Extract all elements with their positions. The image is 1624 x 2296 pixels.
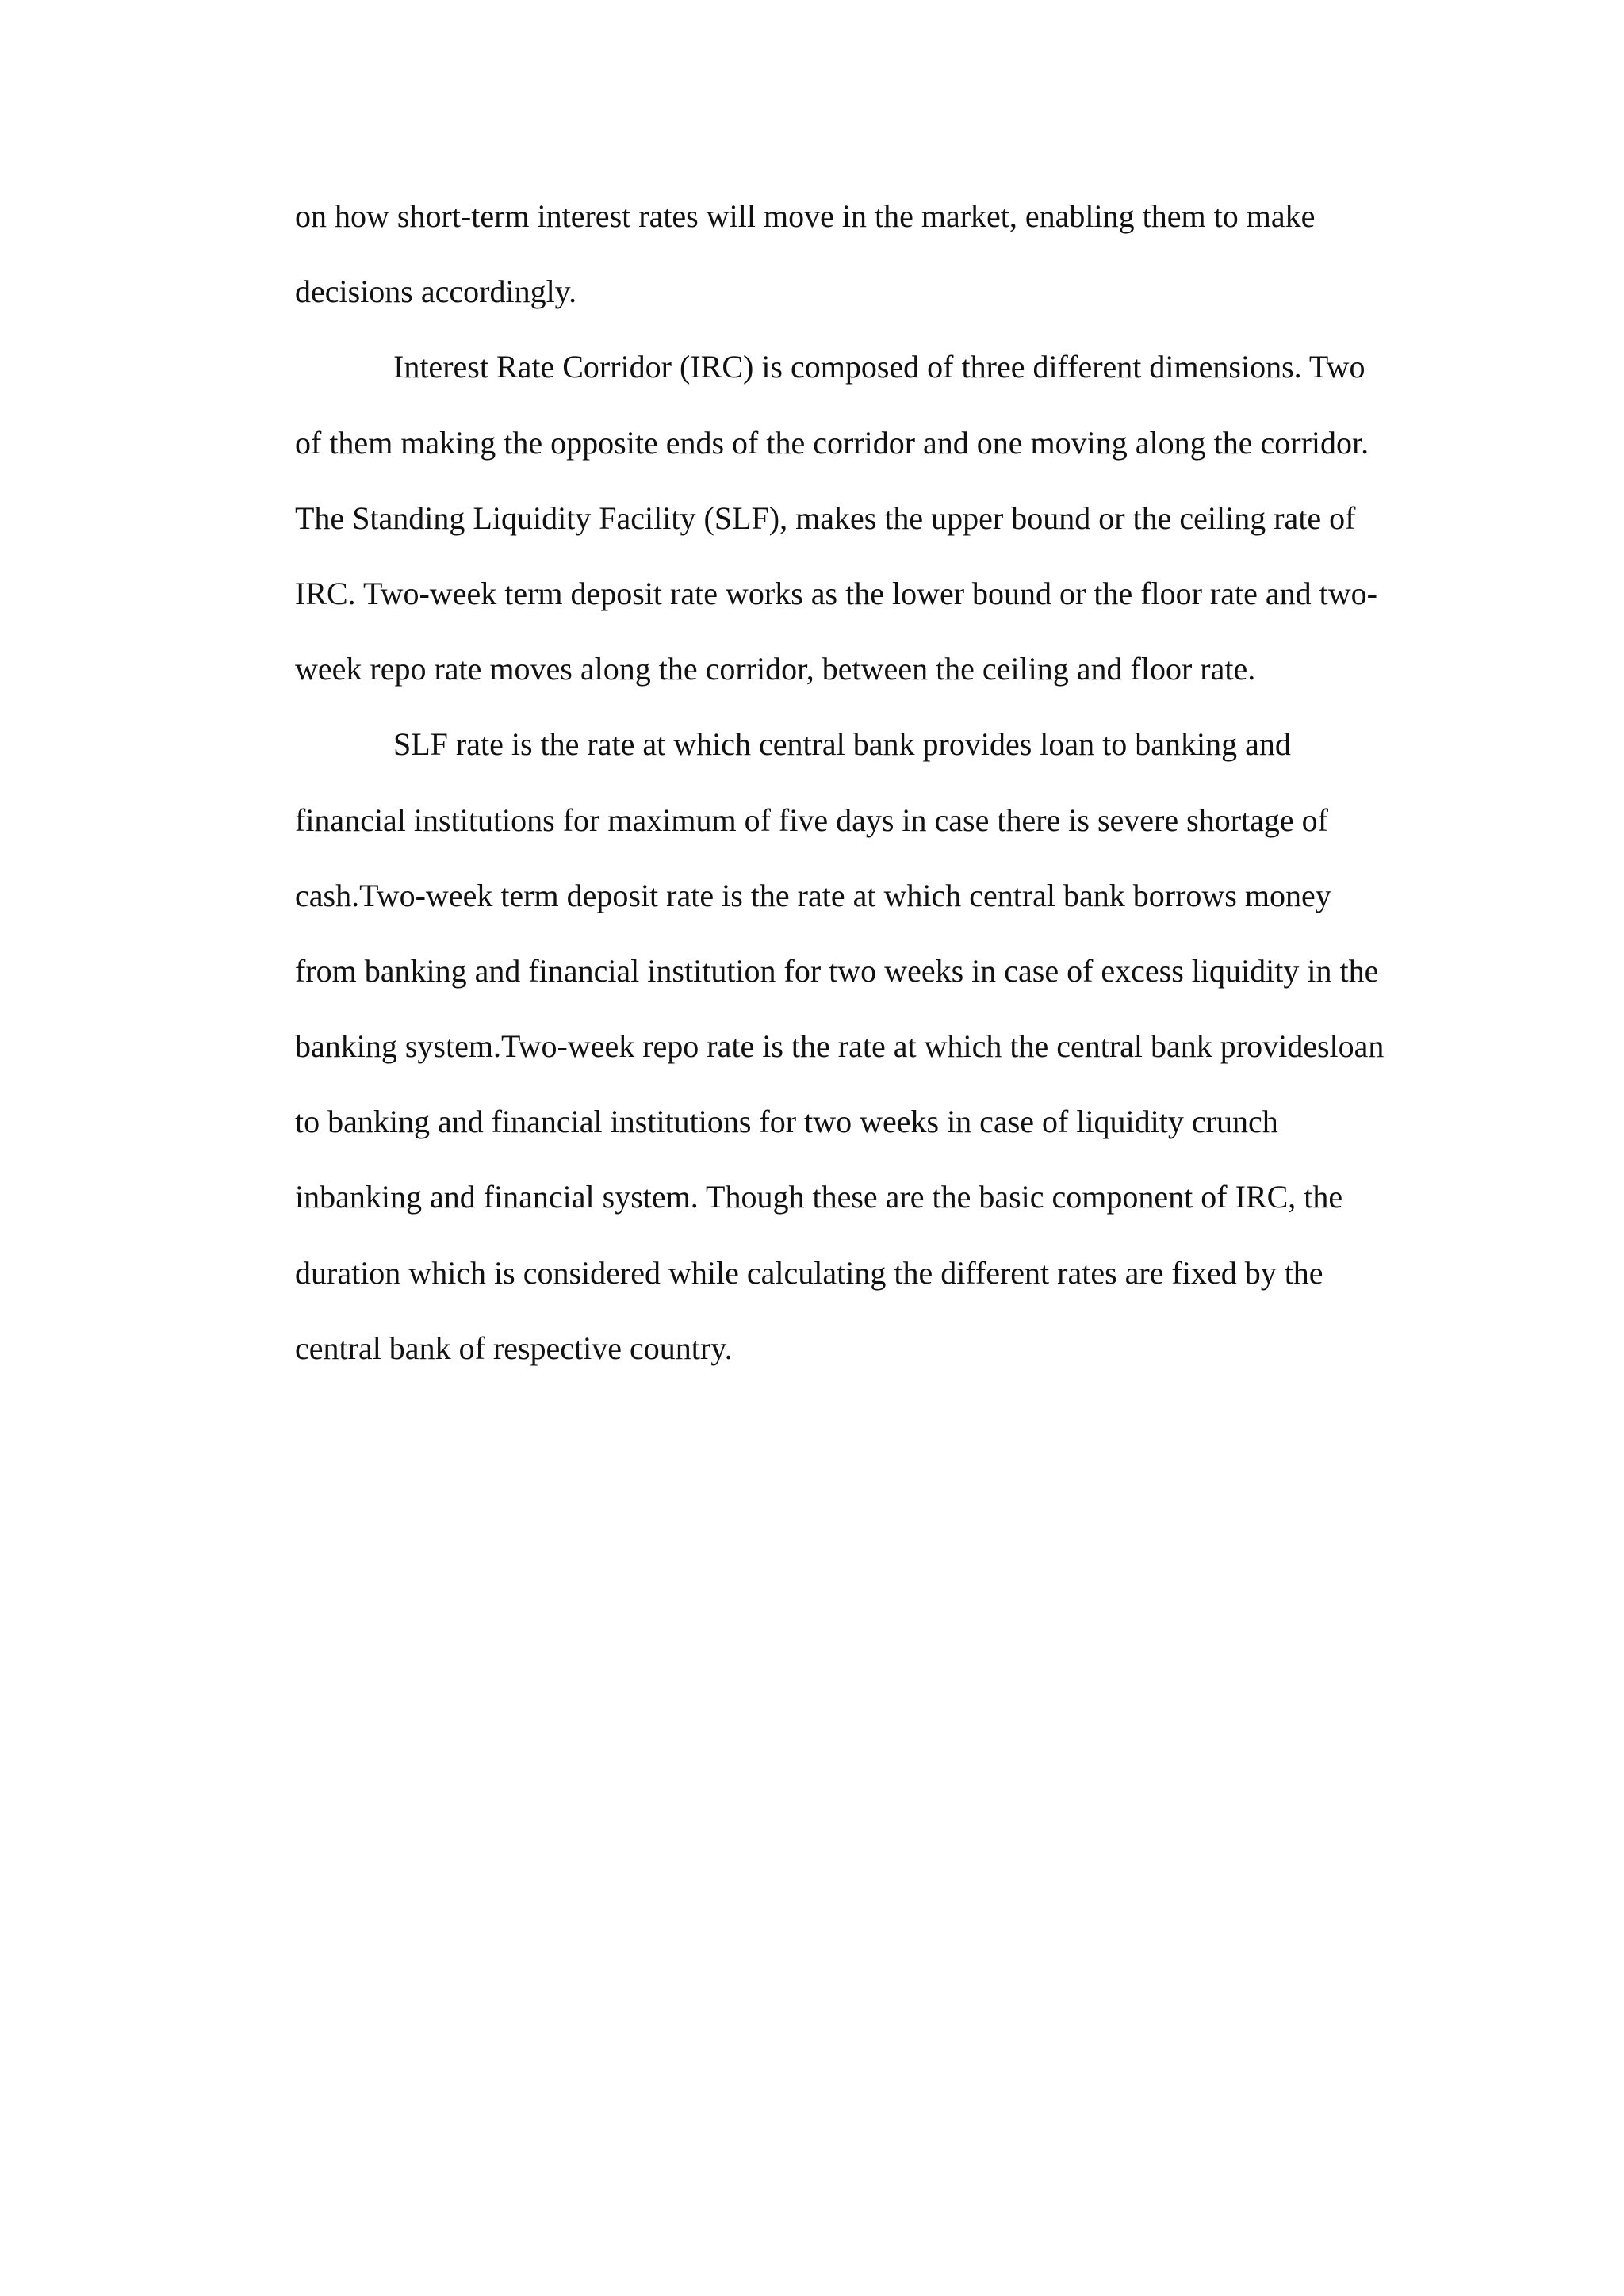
text-line: inbanking and financial system. Though these are the basic component of IRC, the xyxy=(295,1179,1343,1215)
text-line: to banking and financial institutions for two weeks in case of liquidity crunch xyxy=(295,1104,1278,1140)
text-line: financial institutions for maximum of five days in case there is severe shortage of xyxy=(295,802,1328,838)
text-line: of them making the opposite ends of the corridor and one moving along the corridor. xyxy=(295,424,1369,461)
text-line: decisions accordingly. xyxy=(295,274,577,310)
text-line: week repo rate moves along the corridor, between the ceiling and floor rate. xyxy=(295,651,1256,687)
body-text xyxy=(295,189,1421,1396)
text-line: on how short-term interest rates will move in the market, enabling them to make xyxy=(295,198,1316,234)
text-line: IRC. Two-week term deposit rate works as the lower bound or the floor rate and two- xyxy=(295,575,1377,611)
text-line: banking system.Two-week repo rate is the rate at which the central bank providesloan xyxy=(295,1028,1385,1065)
text-line: from banking and financial institution for two weeks in case of excess liquidity in the xyxy=(295,952,1379,989)
text-line: cash.Two-week term deposit rate is the rate at which central bank borrows money xyxy=(295,877,1331,913)
text-line: The Standing Liquidity Facility (SLF), makes the upper bound or the ceiling rate of xyxy=(295,499,1356,536)
text-line: central bank of respective country. xyxy=(295,1330,733,1366)
paragraph-start-line: SLF rate is the rate at which central bank provides loan to banking and xyxy=(393,726,1291,763)
paragraph-start-line: Interest Rate Corridor (IRC) is composed of three different dimensions. Two xyxy=(393,349,1365,385)
text-line: duration which is considered while calculating the different rates are fixed by the xyxy=(295,1254,1323,1291)
